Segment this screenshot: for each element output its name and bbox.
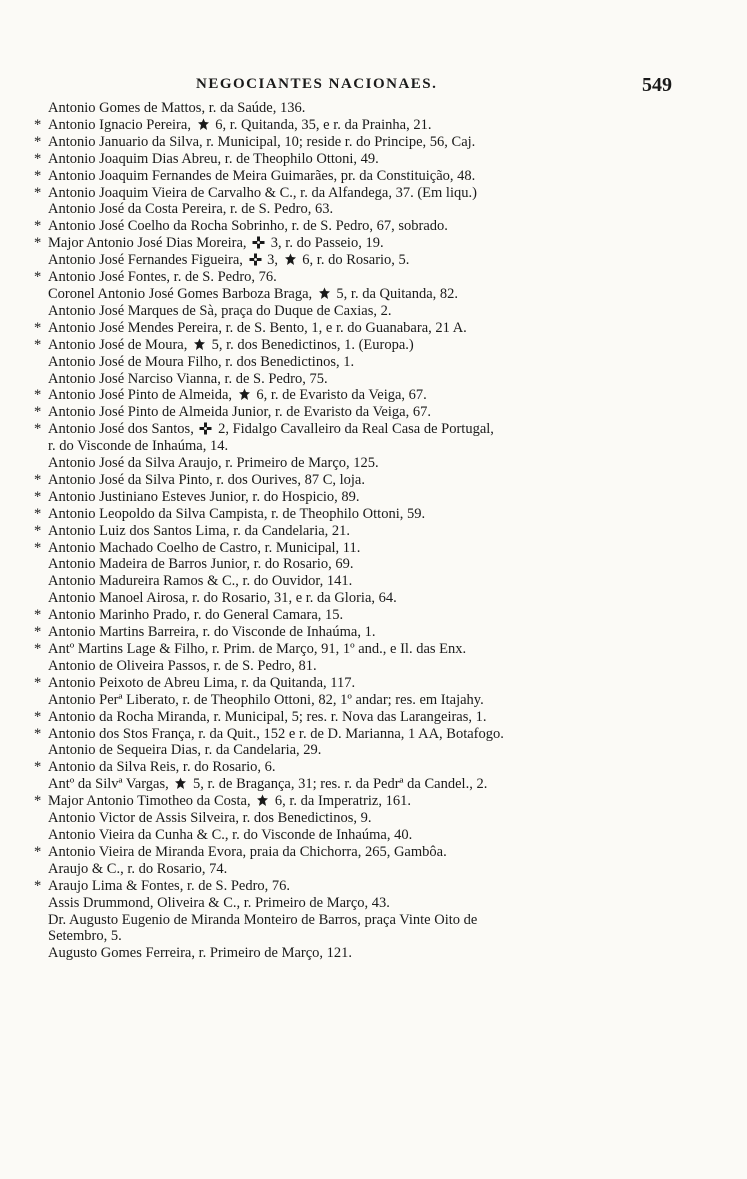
list-item bbox=[34, 151, 684, 168]
list-item bbox=[34, 759, 684, 776]
entry-text: Antonio da Silva Reis, r. do Rosario, 6. bbox=[48, 759, 276, 776]
list-item bbox=[34, 387, 684, 404]
list-item bbox=[34, 185, 684, 202]
entry-text: Setembro, 5. bbox=[48, 928, 122, 945]
list-item bbox=[34, 134, 684, 151]
order-medal-icon bbox=[256, 794, 269, 807]
list-item bbox=[34, 793, 684, 810]
entry-text: Antonio Peixoto de Abreu Lima, r. da Quitanda, 117. bbox=[48, 674, 356, 691]
asterisk-mark: * bbox=[34, 607, 42, 624]
entry-text: Antonio Victor de Assis Silveira, r. dos Benedictinos, 9. bbox=[48, 810, 372, 827]
entry-text: Antonio Perª Liberato, r. de Theophilo Ottoni, 82, 1º andar; res. em Itajahy. bbox=[48, 691, 484, 708]
list-item bbox=[34, 472, 684, 489]
entry-text: Antonio José da Silva Pinto, r. dos Ourives, 87 C, loja. bbox=[48, 471, 365, 488]
entry-text: Araujo Lima & Fontes, r. de S. Pedro, 76. bbox=[48, 877, 291, 894]
list-item bbox=[34, 641, 684, 658]
list-item bbox=[34, 252, 684, 269]
list-item bbox=[34, 692, 684, 709]
entry-text: Antonio José Pinto de Almeida Junior, r. de Evaristo da Veiga, 67. bbox=[48, 404, 431, 421]
entry-text: Antonio José Fernandes Figueira, 3, 6, r. do Rosario, 5. bbox=[48, 252, 410, 269]
entry-text: Coronel Antonio José Gomes Barboza Braga, 5, r. da Quitanda, 82. bbox=[48, 285, 459, 302]
list-item bbox=[34, 726, 684, 743]
entry-text: Antonio Machado Coelho de Castro, r. Municipal, 11. bbox=[48, 539, 361, 556]
asterisk-mark: * bbox=[34, 624, 42, 641]
entry-text: Antonio da Rocha Miranda, r. Municipal, 5; res. r. Nova das Larangeiras, 1. bbox=[48, 708, 487, 725]
entry-text: Antº Martins Lage & Filho, r. Prim. de Março, 91, 1º and., e Il. das Enx. bbox=[48, 641, 467, 657]
list-item-continuation bbox=[34, 438, 684, 455]
list-item-continuation bbox=[34, 928, 684, 945]
list-item bbox=[34, 861, 684, 878]
list-item bbox=[34, 742, 684, 759]
entry-text: Antonio Joaquim Dias Abreu, r. de Theophilo Ottoni, 49. bbox=[48, 150, 379, 167]
asterisk-mark: * bbox=[34, 488, 42, 505]
page-number: 549 bbox=[642, 74, 672, 96]
list-item bbox=[34, 354, 684, 371]
entry-text: Antonio Vieira da Cunha & C., r. do Visconde de Inhaúma, 40. bbox=[48, 826, 413, 843]
list-item bbox=[34, 201, 684, 218]
entry-text: Assis Drummond, Oliveira & C., r. Primeiro de Março, 43. bbox=[48, 894, 390, 911]
list-item bbox=[34, 455, 684, 472]
asterisk-mark: * bbox=[34, 269, 42, 286]
order-medal-icon bbox=[174, 777, 187, 790]
list-item bbox=[34, 844, 684, 861]
entry-text: Antonio Ignacio Pereira, 6, r. Quitanda, 35, e r. da Prainha, 21. bbox=[48, 116, 432, 133]
list-item bbox=[34, 556, 684, 573]
entry-text: Augusto Gomes Ferreira, r. Primeiro de Março, 121. bbox=[48, 945, 353, 962]
list-item bbox=[34, 810, 684, 827]
asterisk-mark: * bbox=[34, 218, 42, 235]
asterisk-mark: * bbox=[34, 674, 42, 691]
entry-text: Antonio Madeira de Barros Junior, r. do Rosario, 69. bbox=[48, 556, 354, 573]
merchant-list bbox=[34, 100, 684, 962]
order-cross-icon bbox=[249, 253, 262, 266]
asterisk-mark: * bbox=[34, 505, 42, 522]
list-item bbox=[34, 168, 684, 185]
list-item bbox=[34, 117, 684, 134]
asterisk-mark: * bbox=[34, 336, 42, 353]
asterisk-mark: * bbox=[34, 877, 42, 894]
asterisk-mark: * bbox=[34, 539, 42, 556]
asterisk-mark: * bbox=[34, 421, 42, 438]
entry-text: Antonio Marinho Prado, r. do General Camara, 15. bbox=[48, 607, 344, 624]
list-item bbox=[34, 218, 684, 235]
entry-text: Antonio José Pinto de Almeida, 6, r. de Evaristo da Veiga, 67. bbox=[48, 387, 427, 404]
asterisk-mark: * bbox=[34, 471, 42, 488]
asterisk-mark: * bbox=[34, 167, 42, 184]
entry-text: Antonio Vieira de Miranda Evora, praia da Chichorra, 265, Gambôa. bbox=[48, 843, 447, 860]
entry-text: Major Antonio José Dias Moreira, 3, r. do Passeio, 19. bbox=[48, 235, 384, 252]
entry-text: Antonio Joaquim Fernandes de Meira Guimarães, pr. da Constituição, 48. bbox=[48, 167, 476, 184]
order-cross-icon bbox=[252, 236, 265, 249]
list-item bbox=[34, 421, 684, 438]
list-item bbox=[34, 303, 684, 320]
asterisk-mark: * bbox=[34, 759, 42, 776]
entry-text: Antonio Gomes de Mattos, r. da Saúde, 136. bbox=[48, 100, 306, 116]
entry-text: r. do Visconde de Inhaúma, 14. bbox=[48, 438, 229, 455]
asterisk-mark: * bbox=[34, 184, 42, 201]
asterisk-mark: * bbox=[34, 641, 42, 657]
entry-text: Antonio Luiz dos Santos Lima, r. da Candelaria, 21. bbox=[48, 522, 351, 539]
list-item bbox=[34, 945, 684, 962]
list-item bbox=[34, 489, 684, 506]
entry-text: Antonio José Narciso Vianna, r. de S. Pedro, 75. bbox=[48, 370, 328, 387]
asterisk-mark: * bbox=[34, 319, 42, 336]
list-item bbox=[34, 709, 684, 726]
asterisk-mark: * bbox=[34, 116, 42, 133]
list-item bbox=[34, 590, 684, 607]
order-cross-icon bbox=[199, 422, 212, 435]
list-item bbox=[34, 235, 684, 252]
list-item bbox=[34, 658, 684, 675]
entry-text: Antonio José Mendes Pereira, r. de S. Bento, 1, e r. do Guanabara, 21 A. bbox=[48, 319, 467, 336]
entry-text: Antonio Joaquim Vieira de Carvalho & C., r. da Alfandega, 37. (Em liqu.) bbox=[48, 184, 477, 201]
asterisk-mark: * bbox=[34, 793, 42, 810]
asterisk-mark: * bbox=[34, 522, 42, 539]
entry-text: Antonio José da Costa Pereira, r. de S. Pedro, 63. bbox=[48, 201, 334, 218]
entry-text: Antonio José Marques de Sà, praça do Duque de Caxias, 2. bbox=[48, 302, 392, 319]
list-item bbox=[34, 371, 684, 388]
list-item bbox=[34, 100, 684, 117]
list-item bbox=[34, 286, 684, 303]
asterisk-mark: * bbox=[34, 725, 42, 742]
order-medal-icon bbox=[238, 388, 251, 401]
entry-text: Antonio dos Stos França, r. da Quit., 152 e r. de D. Marianna, 1 AA, Botafogo. bbox=[48, 725, 504, 742]
entry-text: Antonio José dos Santos, 2, Fidalgo Cavalleiro da Real Casa de Portugal, bbox=[48, 421, 494, 438]
order-medal-icon bbox=[197, 118, 210, 131]
order-medal-icon bbox=[318, 287, 331, 300]
list-item bbox=[34, 624, 684, 641]
asterisk-mark: * bbox=[34, 843, 42, 860]
entry-text: Antonio José Fontes, r. de S. Pedro, 76. bbox=[48, 269, 277, 286]
asterisk-mark: * bbox=[34, 708, 42, 725]
list-item bbox=[34, 827, 684, 844]
list-item bbox=[34, 573, 684, 590]
asterisk-mark: * bbox=[34, 133, 42, 150]
page-header bbox=[36, 74, 672, 100]
list-item bbox=[34, 523, 684, 540]
entry-text: Antonio José de Moura, 5, r. dos Benedictinos, 1. (Europa.) bbox=[48, 336, 414, 353]
list-item bbox=[34, 540, 684, 557]
entry-text: Antº da Silvª Vargas, 5, r. de Bragança, 31; res. r. da Pedrª da Candel., 2. bbox=[48, 776, 488, 793]
running-head: NEGOCIANTES NACIONAES. bbox=[196, 76, 438, 92]
entry-text: Antonio Madureira Ramos & C., r. do Ouvidor, 141. bbox=[48, 573, 353, 590]
entry-text: Antonio Leopoldo da Silva Campista, r. de Theophilo Ottoni, 59. bbox=[48, 505, 426, 522]
list-item bbox=[34, 912, 684, 929]
list-item bbox=[34, 269, 684, 286]
list-item bbox=[34, 675, 684, 692]
list-item bbox=[34, 878, 684, 895]
entry-text: Araujo & C., r. do Rosario, 74. bbox=[48, 860, 228, 877]
entry-text: Antonio Justiniano Esteves Junior, r. do Hospicio, 89. bbox=[48, 488, 360, 505]
order-medal-icon bbox=[284, 253, 297, 266]
entry-text: Antonio Manoel Airosa, r. do Rosario, 31, e r. da Gloria, 64. bbox=[48, 590, 397, 607]
entry-text: Antonio Januario da Silva, r. Municipal, 10; reside r. do Principe, 56, Caj. bbox=[48, 133, 476, 150]
asterisk-mark: * bbox=[34, 387, 42, 404]
order-medal-icon bbox=[193, 338, 206, 351]
list-item bbox=[34, 506, 684, 523]
entry-text: Antonio José Coelho da Rocha Sobrinho, r. de S. Pedro, 67, sobrado. bbox=[48, 218, 448, 235]
entry-text: Antonio José da Silva Araujo, r. Primeiro de Março, 125. bbox=[48, 455, 379, 472]
entry-text: Antonio de Oliveira Passos, r. de S. Pedro, 81. bbox=[48, 657, 317, 674]
list-item bbox=[34, 320, 684, 337]
list-item bbox=[34, 404, 684, 421]
list-item bbox=[34, 337, 684, 354]
entry-text: Antonio de Sequeira Dias, r. da Candelaria, 29. bbox=[48, 742, 322, 759]
list-item bbox=[34, 895, 684, 912]
asterisk-mark: * bbox=[34, 150, 42, 167]
entry-text: Dr. Augusto Eugenio de Miranda Monteiro de Barros, praça Vinte Oito de bbox=[48, 911, 478, 928]
asterisk-mark: * bbox=[34, 235, 42, 252]
entry-text: Antonio Martins Barreira, r. do Visconde de Inhaúma, 1. bbox=[48, 624, 376, 641]
list-item bbox=[34, 776, 684, 793]
entry-text: Antonio José de Moura Filho, r. dos Benedictinos, 1. bbox=[48, 353, 355, 370]
entry-text: Major Antonio Timotheo da Costa, 6, r. da Imperatriz, 161. bbox=[48, 793, 411, 810]
list-item bbox=[34, 607, 684, 624]
asterisk-mark: * bbox=[34, 404, 42, 421]
